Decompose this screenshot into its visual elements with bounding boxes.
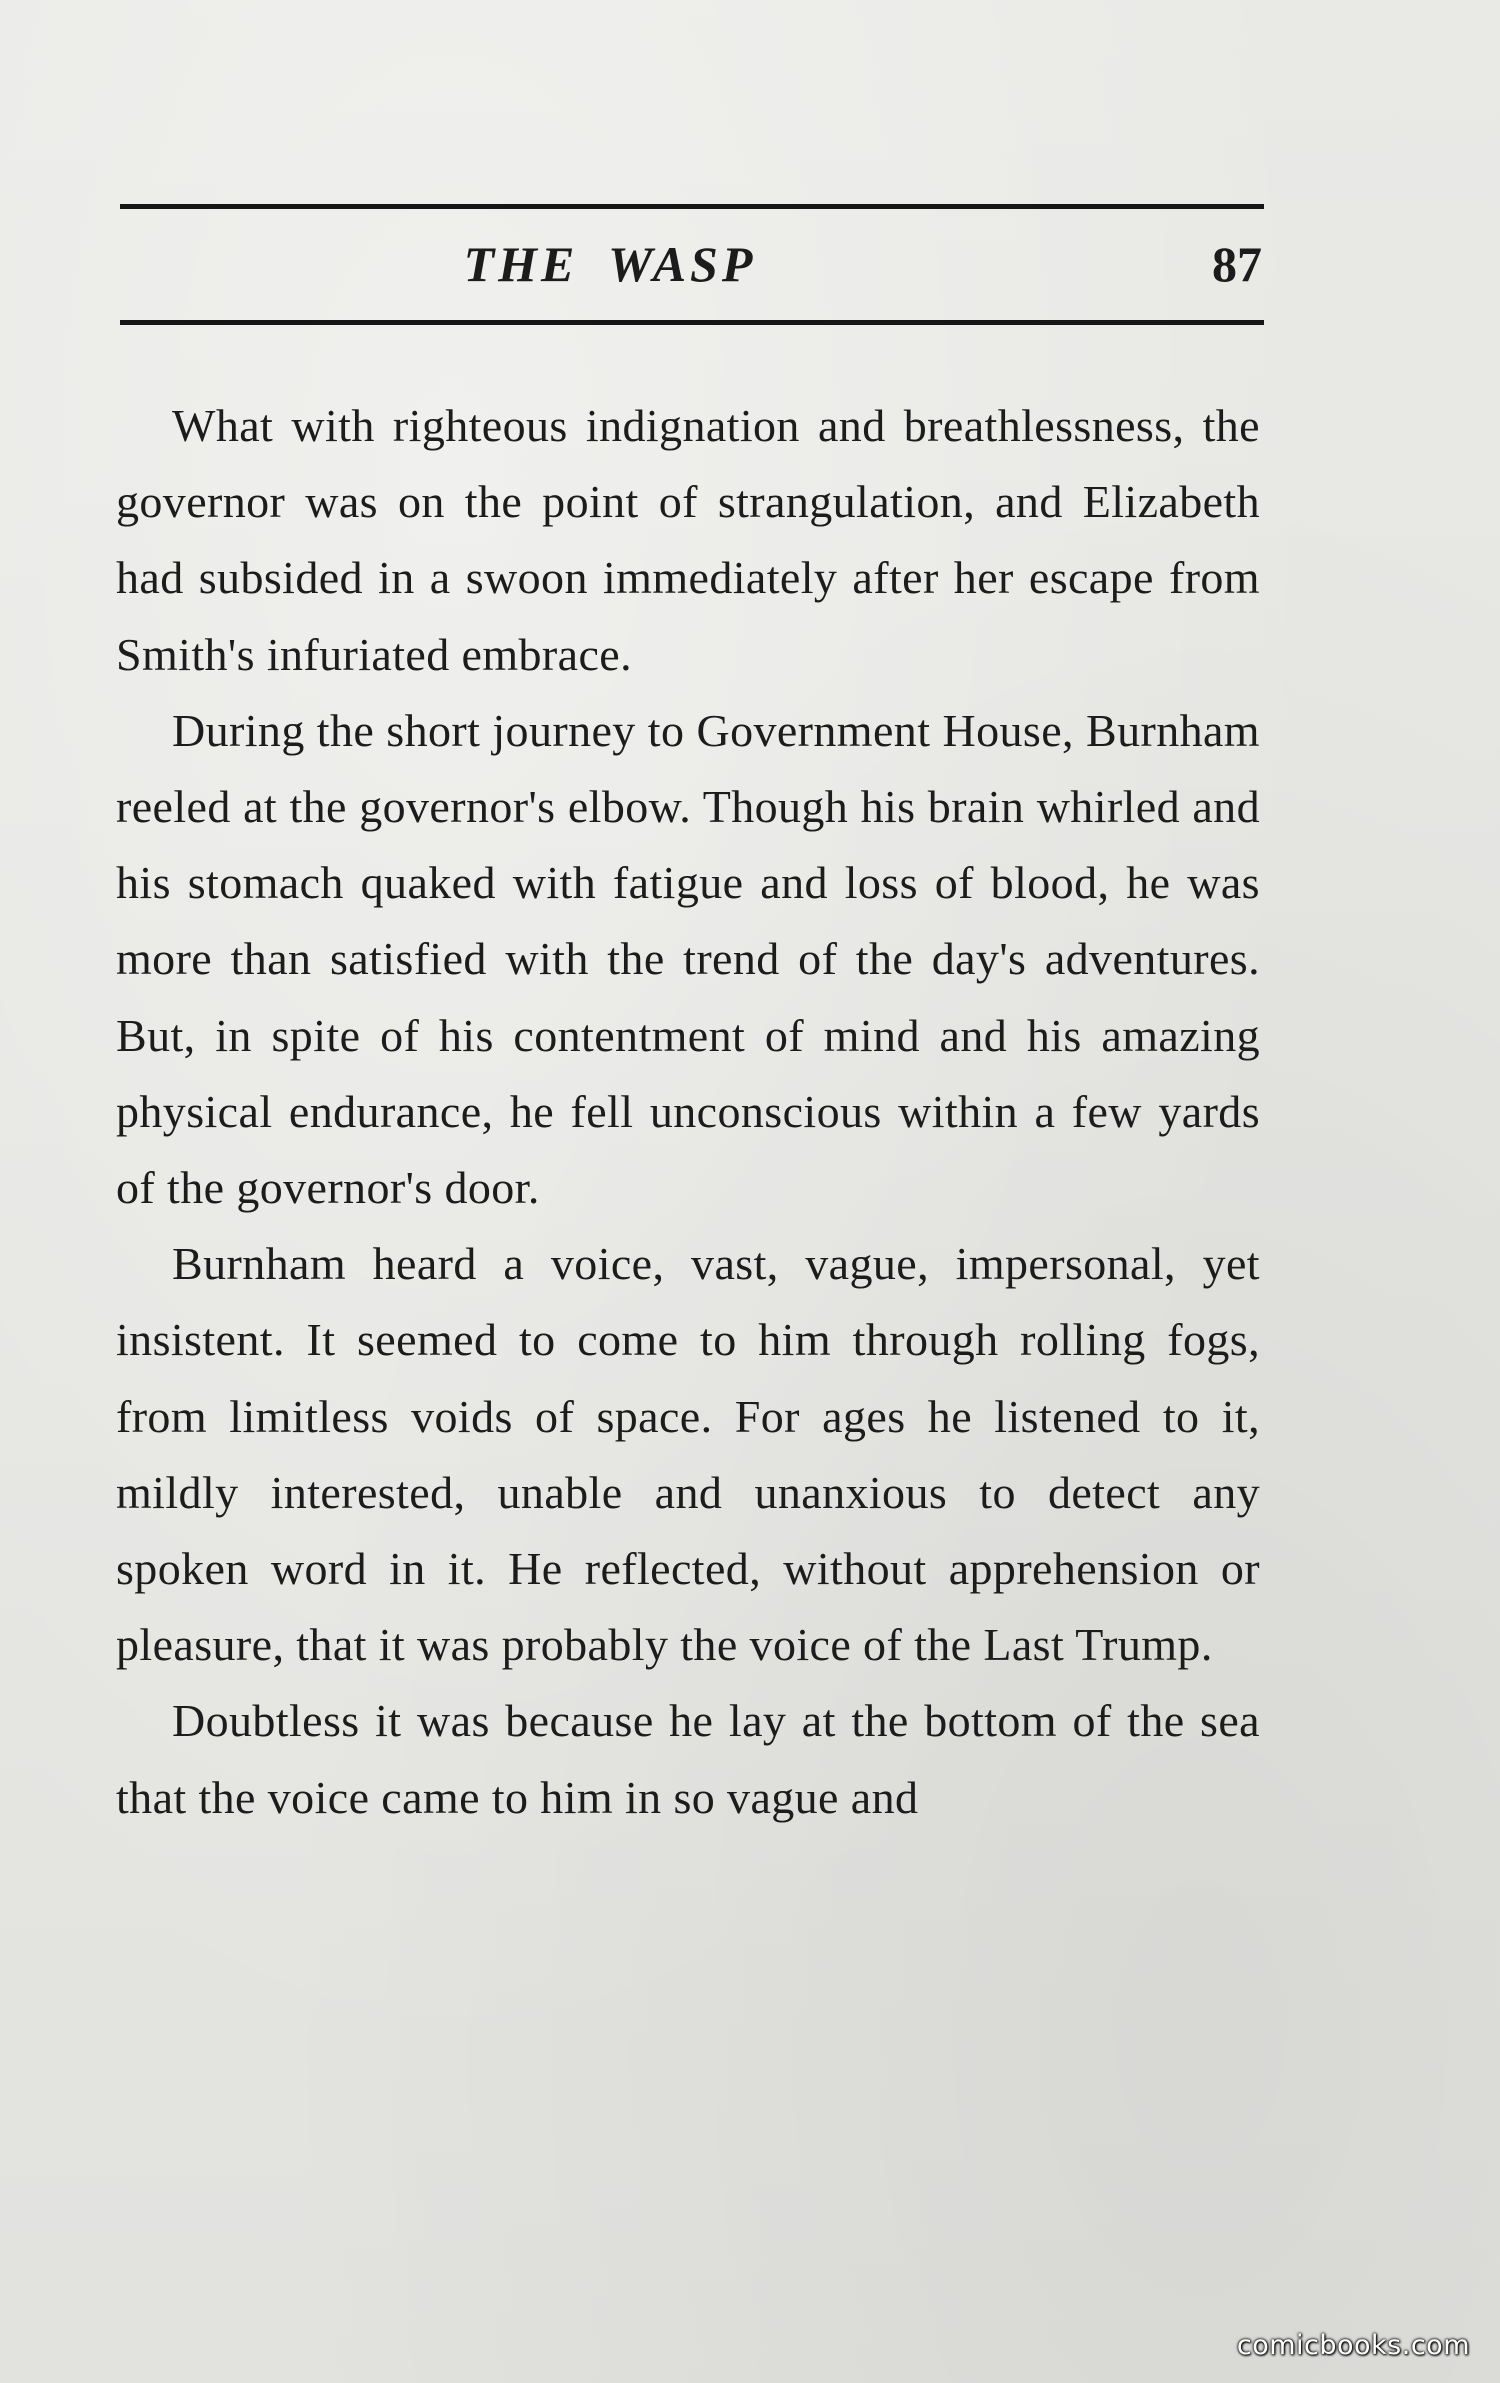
- paragraph-3: Burnham heard a voice, vast, vague, impersonal, yet insistent. It seemed to come to him through rolling fogs, from limitless voids of space. For ages he listened to it, mildly interested, unable and unanxious to detect any spoken word in it. He reflected, without apprehension or pleasure, that it was probably the voice of the Last Trump.: [116, 1238, 1260, 1671]
- paragraph-2: During the short journey to Government House, Burnham reeled at the governor's elbow. Though his brain whirled and his stomach quaked with fatigue and loss of blood, he was more than satisfied with the trend of the day's adventures. But, in spite of his contentment of mind and his amazing physical endurance, he fell unconscious within a few yards of the governor's door.: [116, 704, 1260, 1214]
- paragraph-1: What with righteous indignation and breathlessness, the governor was on the point of strangulation, and Elizabeth had subsided in a swoon immediately after her escape from Smith's infuriated embrace.: [116, 400, 1260, 680]
- page-number: 87: [1212, 236, 1262, 292]
- header-bottom-rule: [120, 320, 1264, 325]
- watermark-credit: comicbooks.com: [1236, 2330, 1470, 2361]
- running-title: THE WASP: [463, 236, 757, 292]
- running-head: [120, 226, 1264, 306]
- paragraph-4: Doubtless it was because he lay at the bottom of the sea that the voice came to him in so vague and: [116, 1695, 1260, 1823]
- body-text: [116, 388, 1260, 1836]
- header-top-rule: [120, 204, 1264, 209]
